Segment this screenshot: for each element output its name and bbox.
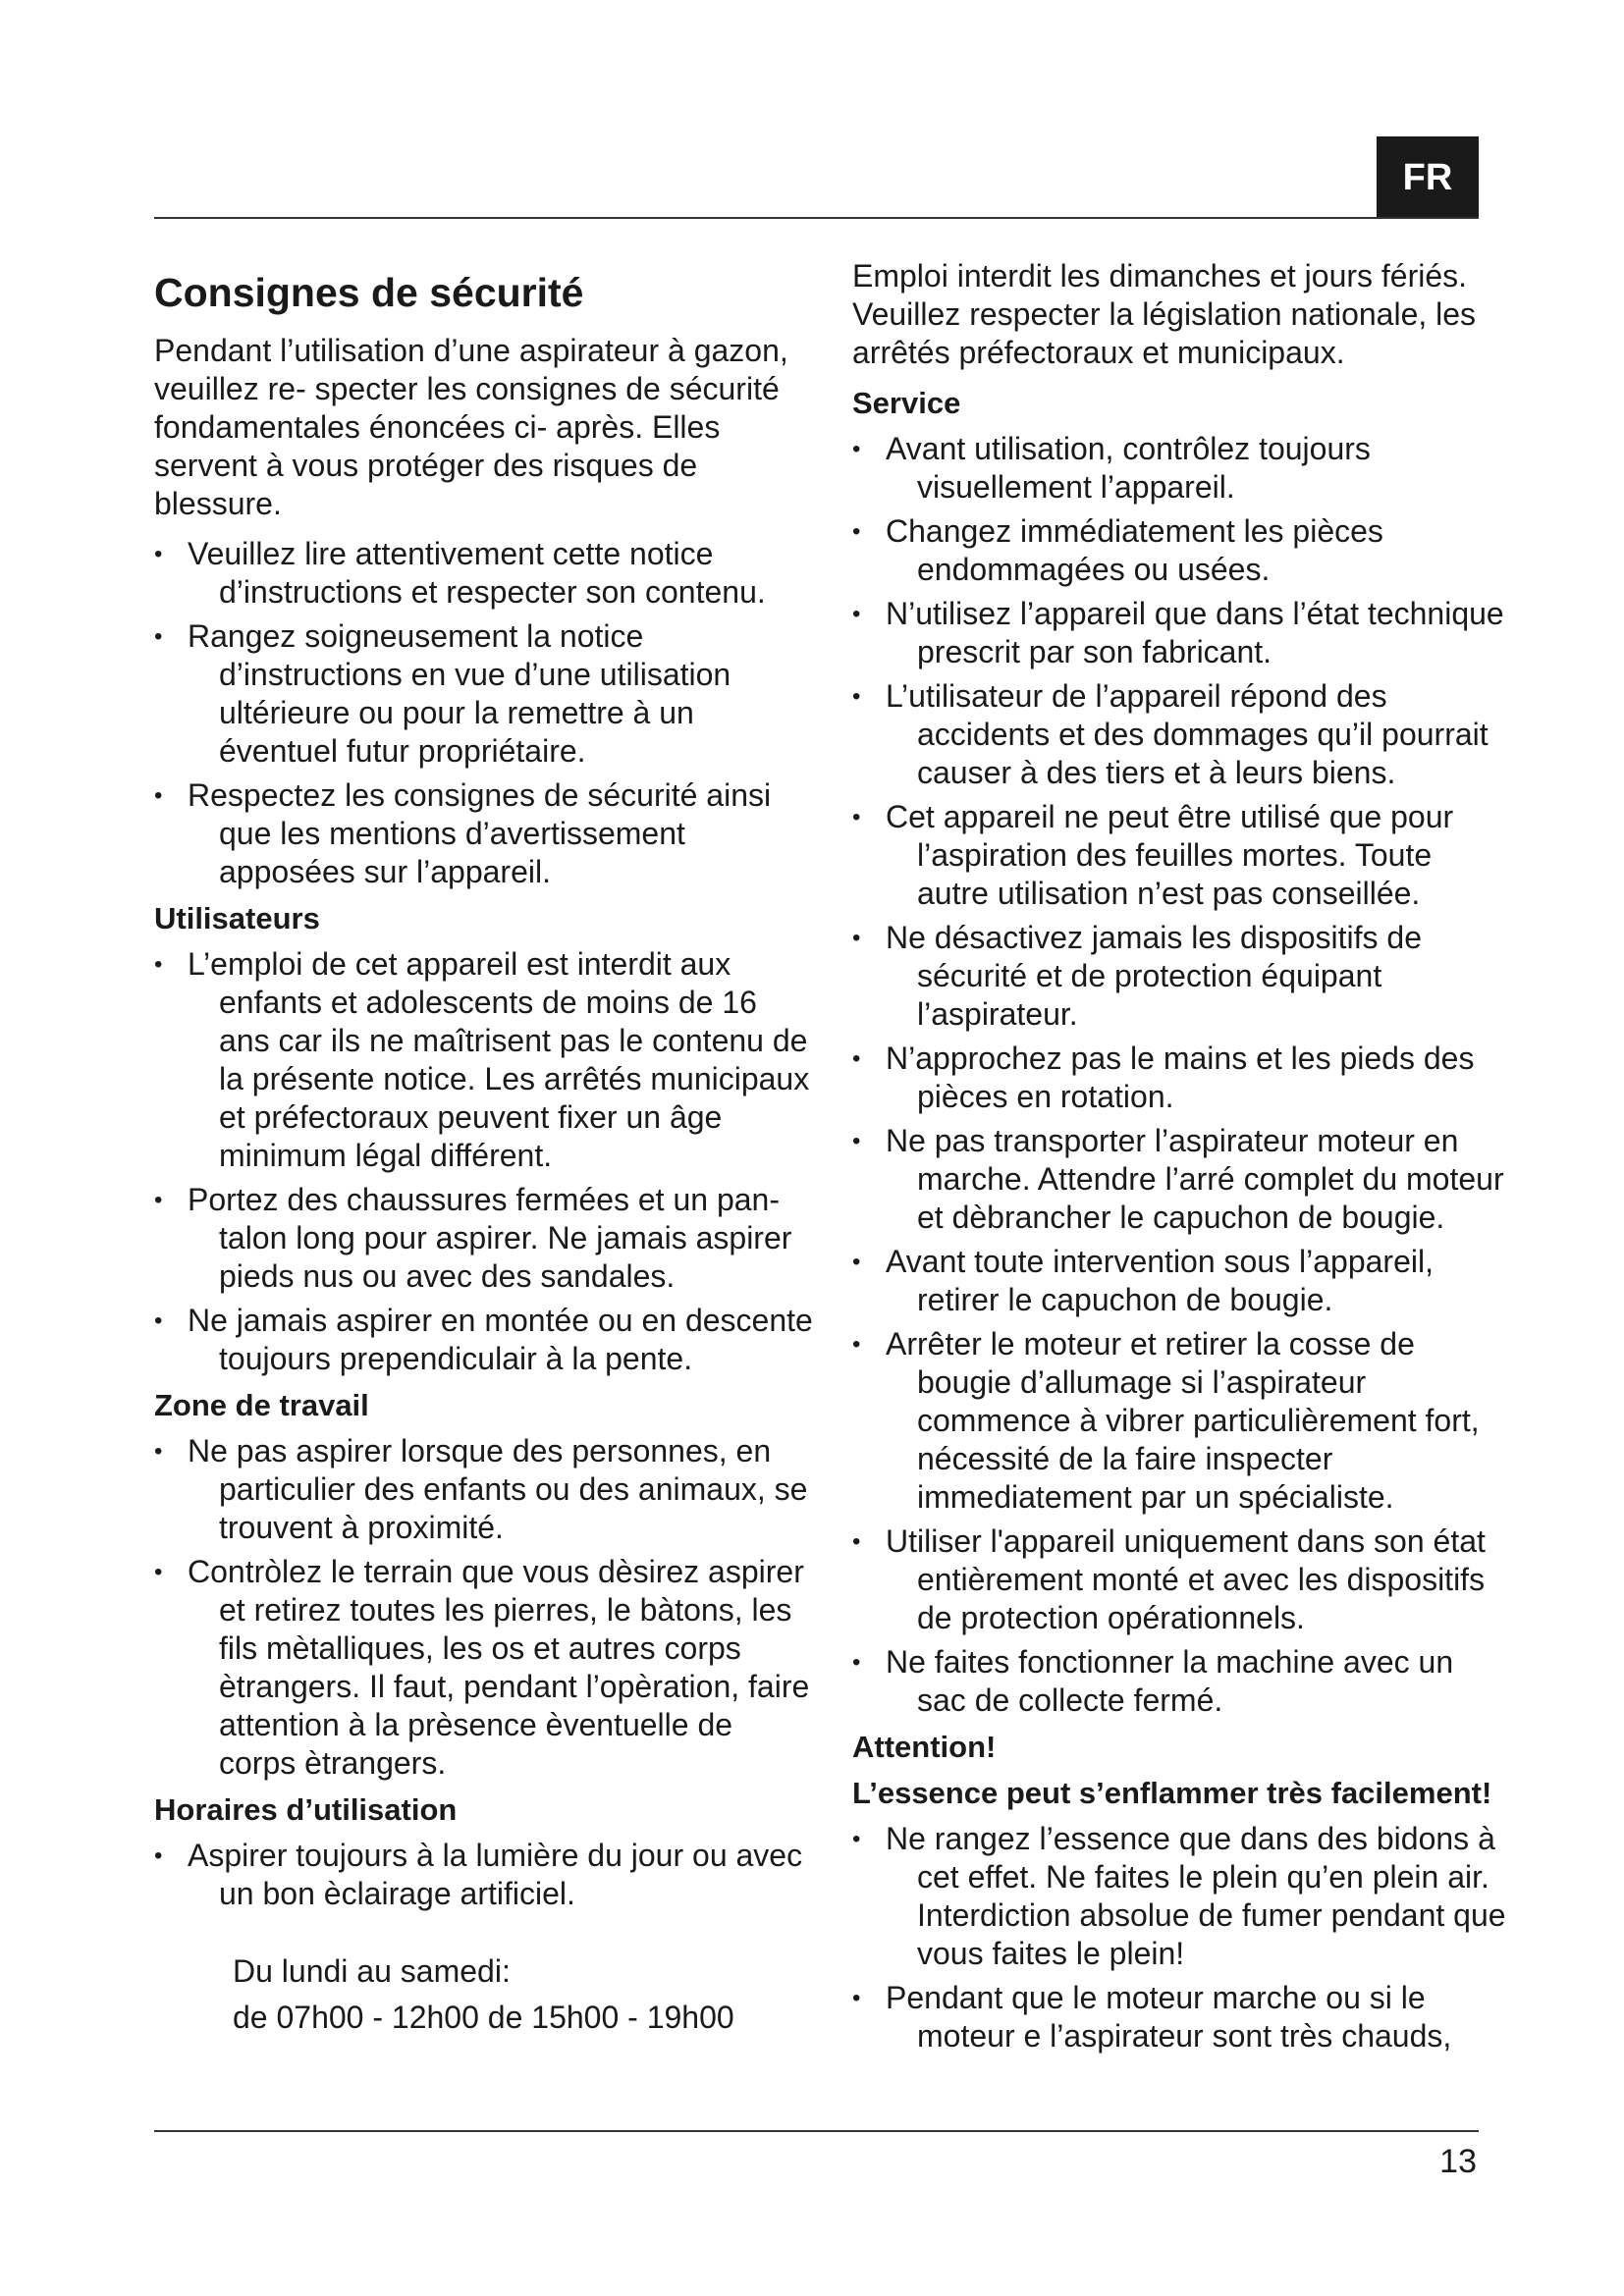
header-rule (154, 217, 1479, 219)
intro-paragraph: Pendant l’utilisation d’une aspirateur à gazon, veuillez re- specter les consignes de sécurité fondamentales énoncées ci- après. Elles servent à vous protéger des risques de blessure. (154, 333, 788, 521)
list-item (852, 1643, 1510, 1720)
list-item (154, 776, 814, 891)
bullet-icon: • (154, 623, 163, 650)
bullet-icon: • (852, 436, 861, 462)
list-item (154, 1553, 814, 1783)
bullet-icon: • (154, 782, 163, 809)
list-item-text: Aspirer toujours à la lumière du jour ou avec un bon èclairage artificiel. (188, 1838, 803, 1911)
bullet-icon: • (852, 1045, 861, 1072)
list-item (154, 945, 814, 1175)
bullet-icon: • (852, 518, 861, 545)
list-item (154, 1181, 814, 1296)
list-item (852, 595, 1510, 671)
work-zone-list (154, 1432, 814, 1783)
attention-heading: Attention! (852, 1730, 997, 1764)
list-item-text: Changez immédiatement les pièces endommagées ou usées. (886, 513, 1383, 587)
users-list (154, 945, 814, 1378)
list-item-text: Ne désactivez jamais les dispositifs de sécurité et de protection équipant l’aspirateur. (886, 920, 1423, 1032)
left-column (154, 257, 814, 2041)
language-tab: FR (1377, 136, 1479, 219)
list-item-text: Veuillez lire attentivement cette notice d’instructions et respecter son contenu. (188, 536, 766, 610)
list-item-text: L’utilisateur de l’appareil répond des accidents et des dommages qu’il pourrait causer à des tiers et à leurs biens. (886, 678, 1489, 790)
bullet-icon: • (852, 1985, 861, 2011)
list-item-text: Avant toute intervention sous l’appareil, retirer le capuchon de bougie. (886, 1244, 1434, 1317)
hours-list (154, 1837, 814, 1913)
schedule-days: Du lundi au samedi: (233, 1953, 511, 1989)
bullet-icon: • (852, 1331, 861, 1358)
bullet-icon: • (852, 1249, 861, 1275)
bullet-icon: • (154, 1559, 163, 1585)
general-list (154, 535, 814, 891)
page-title: Consignes de sécurité (154, 270, 584, 315)
list-item (154, 617, 814, 771)
list-item-text: Cet appareil ne peut être utilisé que pour l’aspiration des feuilles mortes. Toute autre utilisation n’est pas conseillée. (886, 799, 1454, 911)
schedule-block (233, 1949, 814, 2041)
bullet-icon: • (852, 925, 861, 951)
users-heading: Utilisateurs (154, 901, 320, 935)
list-item (852, 512, 1510, 589)
fuel-list (852, 1820, 1510, 2056)
list-item (154, 1432, 814, 1547)
footer-rule (154, 2130, 1479, 2132)
right-column (852, 257, 1510, 2063)
bullet-icon: • (852, 1826, 861, 1852)
hours-heading: Horaires d’utilisation (154, 1792, 458, 1827)
list-item-text: Ne jamais aspirer en montée ou en descente toujours prependiculair à la pente. (188, 1303, 813, 1376)
page-number: 13 (1439, 2143, 1477, 2180)
list-item (852, 677, 1510, 792)
bullet-icon: • (154, 1438, 163, 1465)
list-item-text: Ne rangez l’essence que dans des bidons à cet effet. Ne faites le plein qu’en plein air. Interdiction absolue de fumer pendant que vous faites le plein! (886, 1821, 1506, 1971)
bullet-icon: • (852, 804, 861, 830)
list-item (852, 1522, 1510, 1637)
bullet-icon: • (154, 1308, 163, 1334)
bullet-icon: • (154, 1842, 163, 1869)
bullet-icon: • (154, 541, 163, 567)
list-item-text: Utiliser l'appareil uniquement dans son état entièrement monté et avec les dispositifs de protection opérationnels. (886, 1523, 1486, 1635)
list-item-text: Ne pas aspirer lorsque des personnes, en particulier des enfants ou des animaux, se trouvent à proximité. (188, 1433, 808, 1545)
list-item-text: Rangez soigneusement la notice d’instructions en vue d’une utilisation ultérieure ou pour la remettre à un éventuel futur propriétaire. (188, 618, 731, 769)
list-item (852, 1325, 1510, 1517)
list-item-text: N’approchez pas le mains et les pieds des pièces en rotation. (886, 1041, 1475, 1114)
list-item-text: Pendant que le moteur marche ou si le moteur e l’aspirateur sont très chauds, (886, 1980, 1452, 2054)
list-item (852, 919, 1510, 1034)
list-item-text: Contròlez le terrain que vous dèsirez aspirer et retirez toutes les pierres, le bàtons, les fils mètalliques, les os et autres corps ètrangers. Il faut, pendant l’opèration, faire attention à la prèsence èventuelle de corps ètrangers. (188, 1554, 810, 1781)
list-item-text: N’utilisez l’appareil que dans l’état technique prescrit par son fabricant. (886, 596, 1504, 669)
list-item (154, 535, 814, 612)
bullet-icon: • (852, 1128, 861, 1154)
list-item-text: L’emploi de cet appareil est interdit aux enfants et adolescents de moins de 16 ans car ils ne maîtrisent pas le contenu de la présente notice. Les arrêtés municipaux et préfectoraux peuvent fixer un âge minimum légal différent. (188, 946, 810, 1173)
list-item (852, 430, 1510, 507)
list-item-text: Arrêter le moteur et retirer la cosse de bougie d’allumage si l’aspirateur commence à vibrer particulièrement fort, nécessité de la faire inspecter immediatement par un spécialiste. (886, 1326, 1480, 1515)
bullet-icon: • (154, 1187, 163, 1213)
list-item (852, 1243, 1510, 1319)
bullet-icon: • (154, 951, 163, 978)
list-item (852, 1820, 1510, 1973)
list-item-text: Ne pas transporter l’aspirateur moteur en marche. Attendre l’arré complet du moteur et dèbrancher le capuchon de bougie. (886, 1123, 1504, 1235)
list-item (154, 1302, 814, 1378)
list-item (154, 1837, 814, 1913)
list-item (852, 1040, 1510, 1116)
service-list (852, 430, 1510, 1720)
bullet-icon: • (852, 1649, 861, 1676)
bullet-icon: • (852, 601, 861, 627)
list-item-text: Ne faites fonctionner la machine avec un sac de collecte fermé. (886, 1644, 1454, 1718)
right-intro-paragraph: Emploi interdit les dimanches et jours fériés. Veuillez respecter la législation nationale, les arrêtés préfectoraux et municipaux. (852, 258, 1477, 370)
work-zone-heading: Zone de travail (154, 1388, 369, 1422)
list-item-text: Avant utilisation, contrôlez toujours visuellement l’appareil. (886, 431, 1371, 505)
schedule-times: de 07h00 - 12h00 de 15h00 - 19h00 (233, 2000, 734, 2035)
list-item (852, 798, 1510, 913)
bullet-icon: • (852, 1528, 861, 1555)
fuel-heading: L’essence peut s’enflammer très facilement! (852, 1776, 1492, 1810)
list-item-text: Respectez les consignes de sécurité ainsi que les mentions d’avertissement apposées sur l’appareil. (188, 777, 772, 889)
service-heading: Service (852, 386, 961, 420)
list-item (852, 1979, 1510, 2056)
bullet-icon: • (852, 683, 861, 710)
list-item (852, 1122, 1510, 1237)
list-item-text: Portez des chaussures fermées et un pan- talon long pour aspirer. Ne jamais aspirer pieds nus ou avec des sandales. (188, 1182, 792, 1294)
